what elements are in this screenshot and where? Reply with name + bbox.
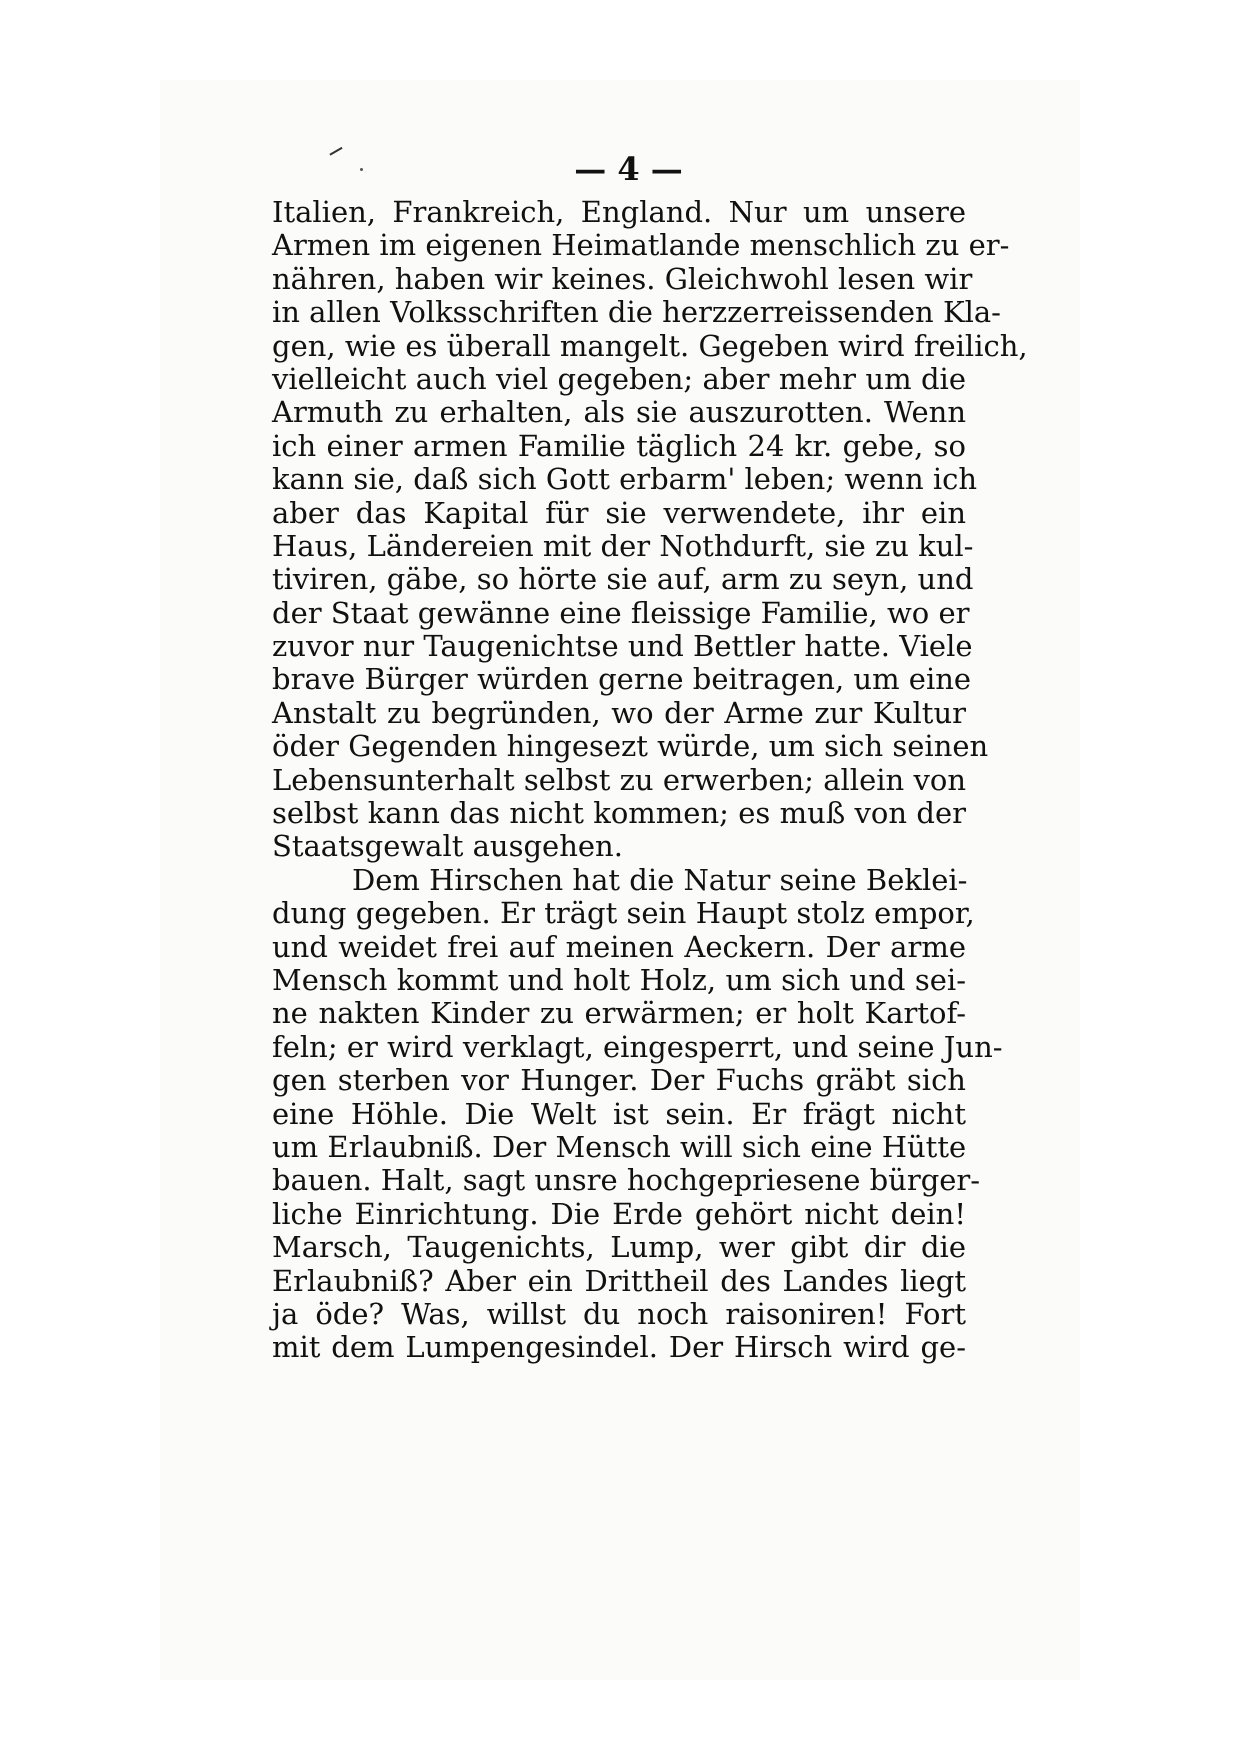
text-line: ich einer armen Familie täglich 24 kr. gebe, so (272, 428, 966, 463)
text-line: eine Höhle. Die Welt ist sein. Er frägt nicht (272, 1096, 966, 1131)
text-line: feln; er wird verklagt, eingesperrt, und seine Jun- (272, 1029, 1003, 1064)
text-line: bauen. Halt, sagt unsre hochgepriesene bürger- (272, 1163, 981, 1198)
text-line: tiviren, gäbe, so hörte sie auf, arm zu seyn, und (272, 562, 974, 597)
text-line: brave Bürger würden gerne beitragen, um eine (272, 662, 972, 697)
text-line: Mensch kommt und holt Holz, um sich und sei- (272, 962, 966, 997)
text-line: nähren, haben wir keines. Gleichwohl lesen wir (272, 261, 973, 296)
text-line: ne nakten Kinder zu erwärmen; er holt Kartof- (272, 996, 966, 1031)
text-line: Haus, Ländereien mit der Nothdurft, sie zu kul- (272, 528, 974, 563)
text-line-indented: Dem Hirschen hat die Natur seine Beklei- (352, 862, 968, 897)
text-line: öder Gegenden hingesezt würde, um sich seinen (272, 729, 989, 764)
text-line: dung gegeben. Er trägt sein Haupt stolz empor, (272, 896, 975, 931)
text-line: Staatsgewalt ausgehen. (272, 829, 623, 864)
body-text (272, 195, 1028, 1365)
text-line: zuvor nur Taugenichtse und Bettler hatte. Viele (272, 629, 973, 664)
text-line: um Erlaubniß. Der Mensch will sich eine Hütte (272, 1129, 967, 1164)
text-line: ja öde? Was, willst du noch raisoniren! Fort (272, 1296, 966, 1331)
page-number: — 4 — (574, 150, 683, 188)
text-line: Lebensunterhalt selbst zu erwerben; allein von (272, 762, 966, 797)
text-line: kann sie, daß sich Gott erbarm' leben; wenn ich (272, 462, 978, 497)
text-line: Marsch, Taugenichts, Lump, wer gibt dir die (272, 1230, 966, 1265)
text-line: gen, wie es überall mangelt. Gegeben wird freilich, (272, 328, 1028, 363)
text-line: vielleicht auch viel gegeben; aber mehr um die (272, 361, 966, 396)
text-line: mit dem Lumpengesindel. Der Hirsch wird ge- (272, 1330, 966, 1365)
text-line: Erlaubniß? Aber ein Drittheil des Landes liegt (272, 1263, 966, 1298)
text-line: Italien, Frankreich, England. Nur um unsere (272, 195, 966, 229)
text-line: Anstalt zu begründen, wo der Arme zur Kultur (272, 695, 966, 730)
text-line: selbst kann das nicht kommen; es muß von der (272, 796, 966, 831)
text-line: liche Einrichtung. Die Erde gehört nicht dein! (272, 1196, 966, 1231)
text-line: Armen im eigenen Heimatlande menschlich zu er- (272, 228, 1010, 263)
text-line: aber das Kapital für sie verwendete, ihr ein (272, 495, 966, 530)
text-line: der Staat gewänne eine fleissige Familie, wo er (272, 595, 970, 630)
text-line: und weidet frei auf meinen Aeckern. Der arme (272, 929, 966, 964)
text-line: Armuth zu erhalten, als sie auszurotten. Wenn (272, 395, 966, 430)
text-line: in allen Volksschriften die herzzerreissenden Kla- (272, 295, 1001, 330)
text-line: gen sterben vor Hunger. Der Fuchs gräbt sich (272, 1063, 966, 1098)
